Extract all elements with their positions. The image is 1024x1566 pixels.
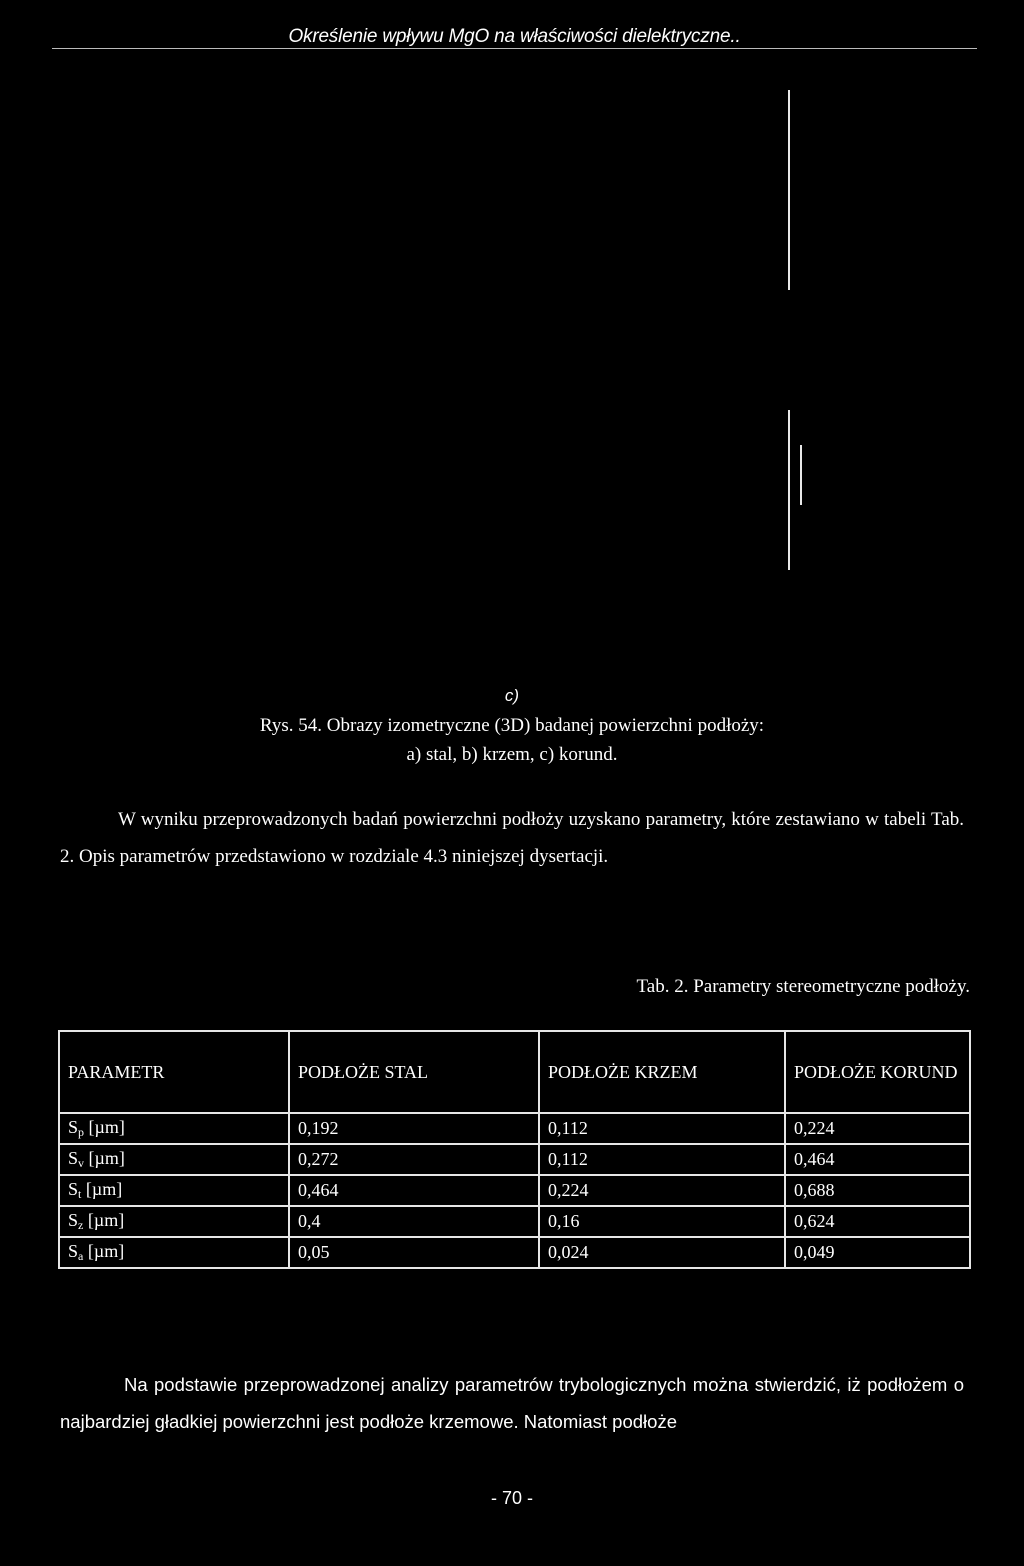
table-header-row [59,1031,970,1113]
parameters-table [58,1030,971,1269]
parameter-cell [59,1175,289,1206]
parameter-symbol: S [68,1179,79,1199]
value-cell-korund: 0,224 [785,1113,970,1144]
value-cell-stal: 0,4 [289,1206,539,1237]
figure-caption-line: a) stal, b) krzem, c) korund. [406,744,618,765]
parameter-cell [59,1237,289,1268]
parameter-subscript: t [78,1187,82,1201]
value-cell-korund: 0,688 [785,1175,970,1206]
parameter-symbol: S [68,1148,79,1168]
table-header-cell: PODŁOŻE STAL [289,1031,539,1113]
value-cell-krzem: 0,112 [539,1144,785,1175]
parameter-cell [59,1206,289,1237]
figure-caption [0,711,1024,769]
page-number: - 70 - [490,1488,533,1508]
value-cell-stal: 0,464 [289,1175,539,1206]
table-row [59,1237,970,1268]
value-cell-korund: 0,049 [785,1237,970,1268]
parameter-unit: [µm] [81,1179,123,1199]
parameter-symbol: S [68,1210,79,1230]
value-cell-korund: 0,624 [785,1206,970,1237]
value-cell-stal: 0,05 [289,1237,539,1268]
parameter-unit: [µm] [83,1241,125,1261]
figure-panel-label: c) [504,686,520,705]
value-cell-korund: 0,464 [785,1144,970,1175]
header-rule [52,48,977,49]
parameter-unit: [µm] [84,1148,125,1168]
table-row [59,1113,970,1144]
parameter-cell [59,1144,289,1175]
body-paragraph: Na podstawie przeprowadzonej analizy parametrów trybologicznych można stwierdzić, iż podłożem o najbardziej gładkiej powierzchni jest podłoże krzemowe. Natomiast podłoże [60,1374,964,1432]
table-row [59,1144,970,1175]
value-cell-krzem: 0,224 [539,1175,785,1206]
value-cell-krzem: 0,024 [539,1237,785,1268]
parameter-subscript: z [78,1218,84,1232]
running-header: Określenie wpływu MgO na właściwości dielektryczne.. [288,26,741,47]
parameter-unit: [µm] [84,1117,125,1137]
table-header-cell: PODŁOŻE KORUND [785,1031,970,1113]
parameter-subscript: a [78,1249,84,1263]
value-cell-stal: 0,272 [289,1144,539,1175]
value-cell-stal: 0,192 [289,1113,539,1144]
table-caption: Tab. 2. Parametry stereometryczne podłoży. [636,976,970,997]
parameter-unit: [µm] [83,1210,125,1230]
table-header-cell: PARAMETR [59,1031,289,1113]
value-cell-krzem: 0,112 [539,1113,785,1144]
body-paragraph: W wyniku przeprowadzonych badań powierzchni podłoży uzyskano parametry, które zestawiano w tabeli Tab. 2. Opis parametrów przedstawiono w rozdziale 4.3 niniejszej dysertacji. [60,809,964,867]
figure-line [788,410,790,570]
table-row [59,1175,970,1206]
figure-caption-line: Rys. 54. Obrazy izometryczne (3D) badanej powierzchni podłoży: [259,715,765,736]
value-cell-krzem: 0,16 [539,1206,785,1237]
parameter-subscript: p [78,1125,85,1139]
parameter-symbol: S [68,1117,79,1137]
figure-line [800,445,802,505]
parameter-cell [59,1113,289,1144]
parameter-subscript: v [78,1156,85,1170]
figure-line [788,90,790,290]
parameter-symbol: S [68,1241,79,1261]
table-row [59,1206,970,1237]
table-header-cell: PODŁOŻE KRZEM [539,1031,785,1113]
